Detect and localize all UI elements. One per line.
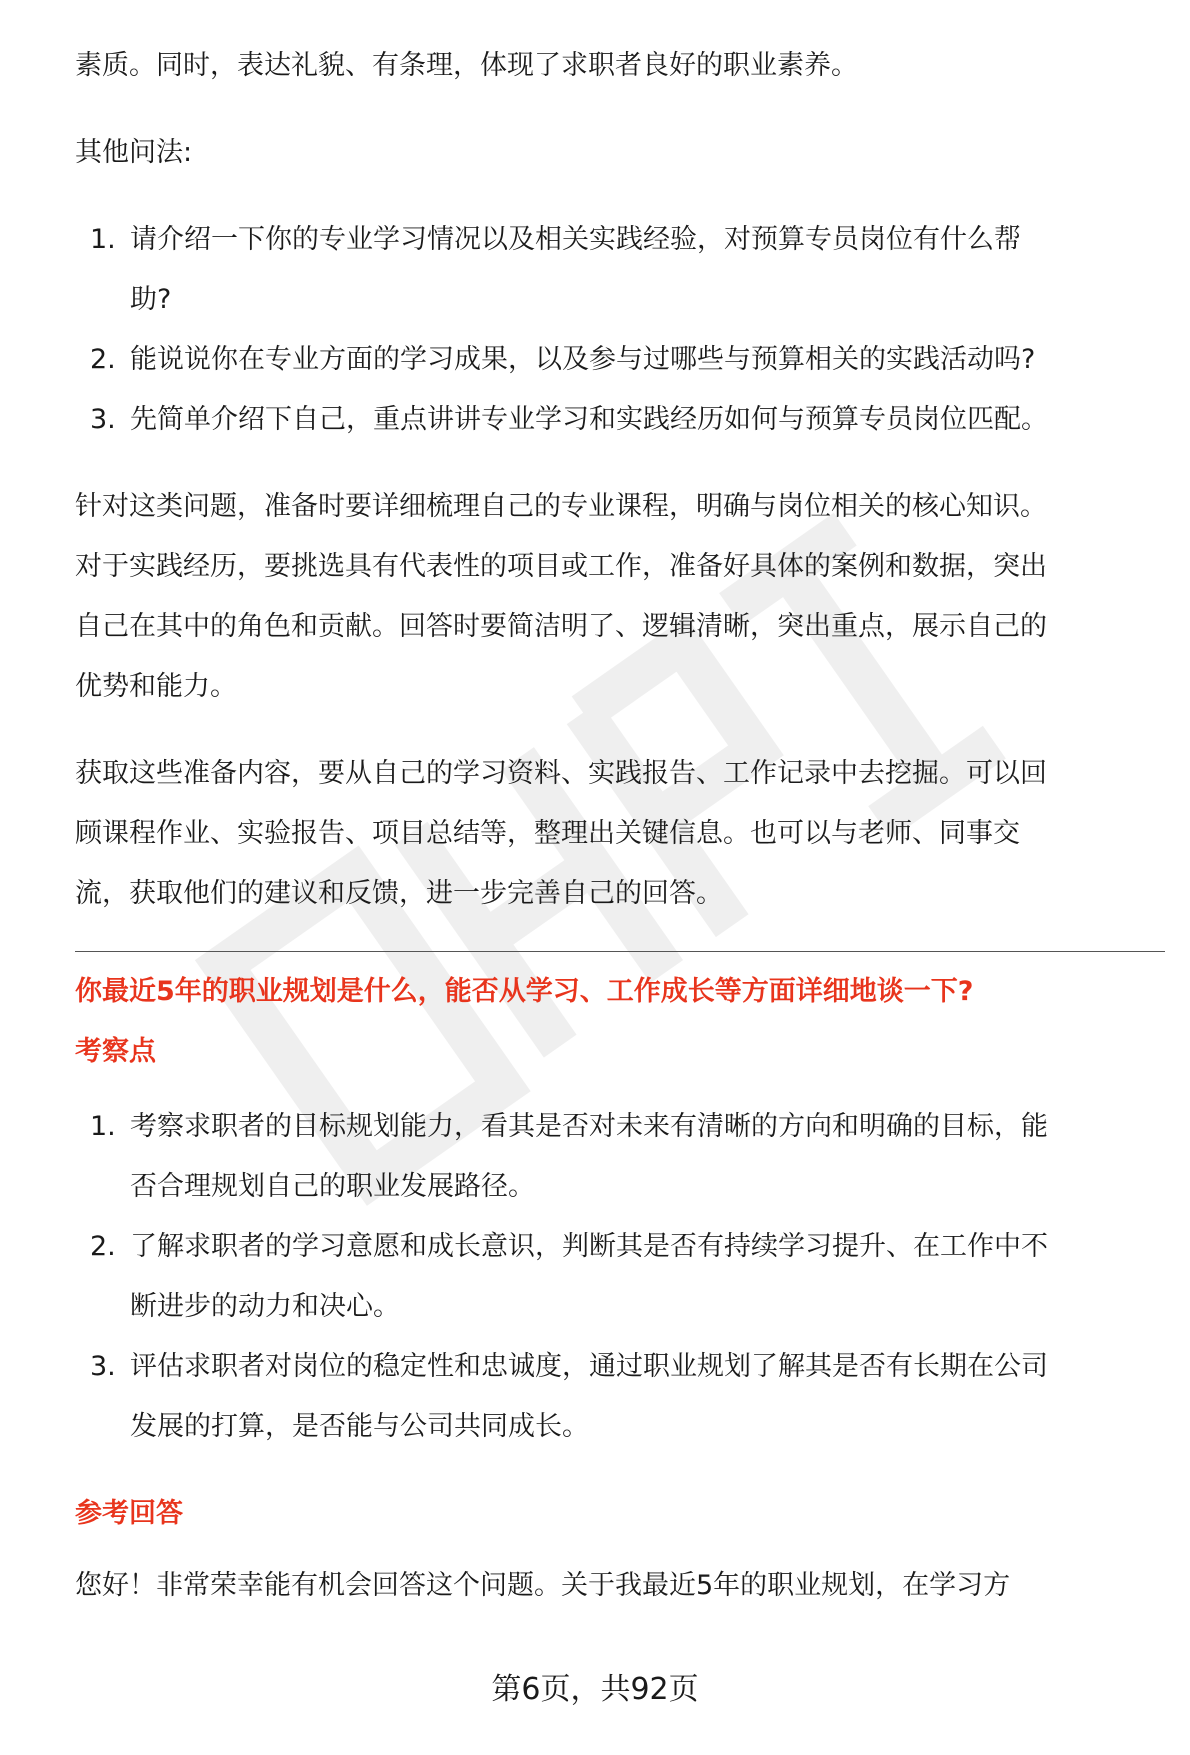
list-number: 1. <box>90 224 116 255</box>
text-line: 自己在其中的角色和贡献。回答时要简洁明了、逻辑清晰，突出重点，展示自己的 <box>75 611 1047 642</box>
text-line: 流，获取他们的建议和反馈，进一步完善自己的回答。 <box>75 878 723 909</box>
list-number: 2. <box>90 1231 116 1262</box>
list-text: 否合理规划自己的职业发展路径。 <box>130 1171 535 1202</box>
text-line: 优势和能力。 <box>75 671 237 702</box>
text-line: 对于实践经历，要挑选具有代表性的项目或工作，准备好具体的案例和数据，突出 <box>75 551 1047 582</box>
other-questions-label: 其他问法: <box>75 137 193 168</box>
list-text: 请介绍一下你的专业学习情况以及相关实践经验，对预算专员岗位有什么帮 <box>130 224 1021 255</box>
list-text: 助? <box>130 284 172 315</box>
list-number: 1. <box>90 1111 116 1142</box>
text-line: 顾课程作业、实验报告、项目总结等，整理出关键信息。也可以与老师、同事交 <box>75 818 1020 849</box>
list-item <box>75 1217 1165 1337</box>
list-item <box>75 390 1165 450</box>
top-paragraph: 素质。同时，表达礼貌、有条理，体现了求职者良好的职业素养。 <box>75 50 858 81</box>
section-divider <box>75 951 1165 952</box>
list-item <box>75 210 1165 330</box>
list-text: 评估求职者对岗位的稳定性和忠诚度，通过职业规划了解其是否有长期在公司 <box>130 1351 1048 1382</box>
points-label: 考察点 <box>75 1036 156 1067</box>
text-line: 针对这类问题，准备时要详细梳理自己的专业课程，明确与岗位相关的核心知识。 <box>75 491 1047 522</box>
text-line: 获取这些准备内容，要从自己的学习资料、实践报告、工作记录中去挖掘。可以回 <box>75 758 1047 789</box>
answer-paragraph: 您好！非常荣幸能有机会回答这个问题。关于我最近5年的职业规划，在学习方 <box>75 1570 1011 1601</box>
page-footer: 第6页，共92页 <box>491 1672 699 1707</box>
reference-answer-label: 参考回答 <box>75 1498 183 1529</box>
list-text: 了解求职者的学习意愿和成长意识，判断其是否有持续学习提升、在工作中不 <box>130 1231 1048 1262</box>
other-questions-list <box>75 210 1165 450</box>
question-title: 你最近5年的职业规划是什么，能否从学习、工作成长等方面详细地谈一下? <box>75 976 974 1007</box>
list-item <box>75 1337 1165 1457</box>
list-text: 先简单介绍下自己，重点讲讲专业学习和实践经历如何与预算专员岗位匹配。 <box>130 404 1048 435</box>
list-text: 断进步的动力和决心。 <box>130 1291 400 1322</box>
list-number: 2. <box>90 344 116 375</box>
list-item <box>75 330 1165 390</box>
document-body <box>75 0 1165 1616</box>
list-item <box>75 1097 1165 1217</box>
points-list <box>75 1097 1165 1457</box>
advice-paragraph-2 <box>75 744 1165 924</box>
list-text: 考察求职者的目标规划能力，看其是否对未来有清晰的方向和明确的目标，能 <box>130 1111 1048 1142</box>
list-number: 3. <box>90 1351 116 1382</box>
list-text: 发展的打算，是否能与公司共同成长。 <box>130 1411 589 1442</box>
list-text: 能说说你在专业方面的学习成果，以及参与过哪些与预算相关的实践活动吗? <box>130 344 1036 375</box>
advice-paragraph-1 <box>75 477 1165 717</box>
list-number: 3. <box>90 404 116 435</box>
